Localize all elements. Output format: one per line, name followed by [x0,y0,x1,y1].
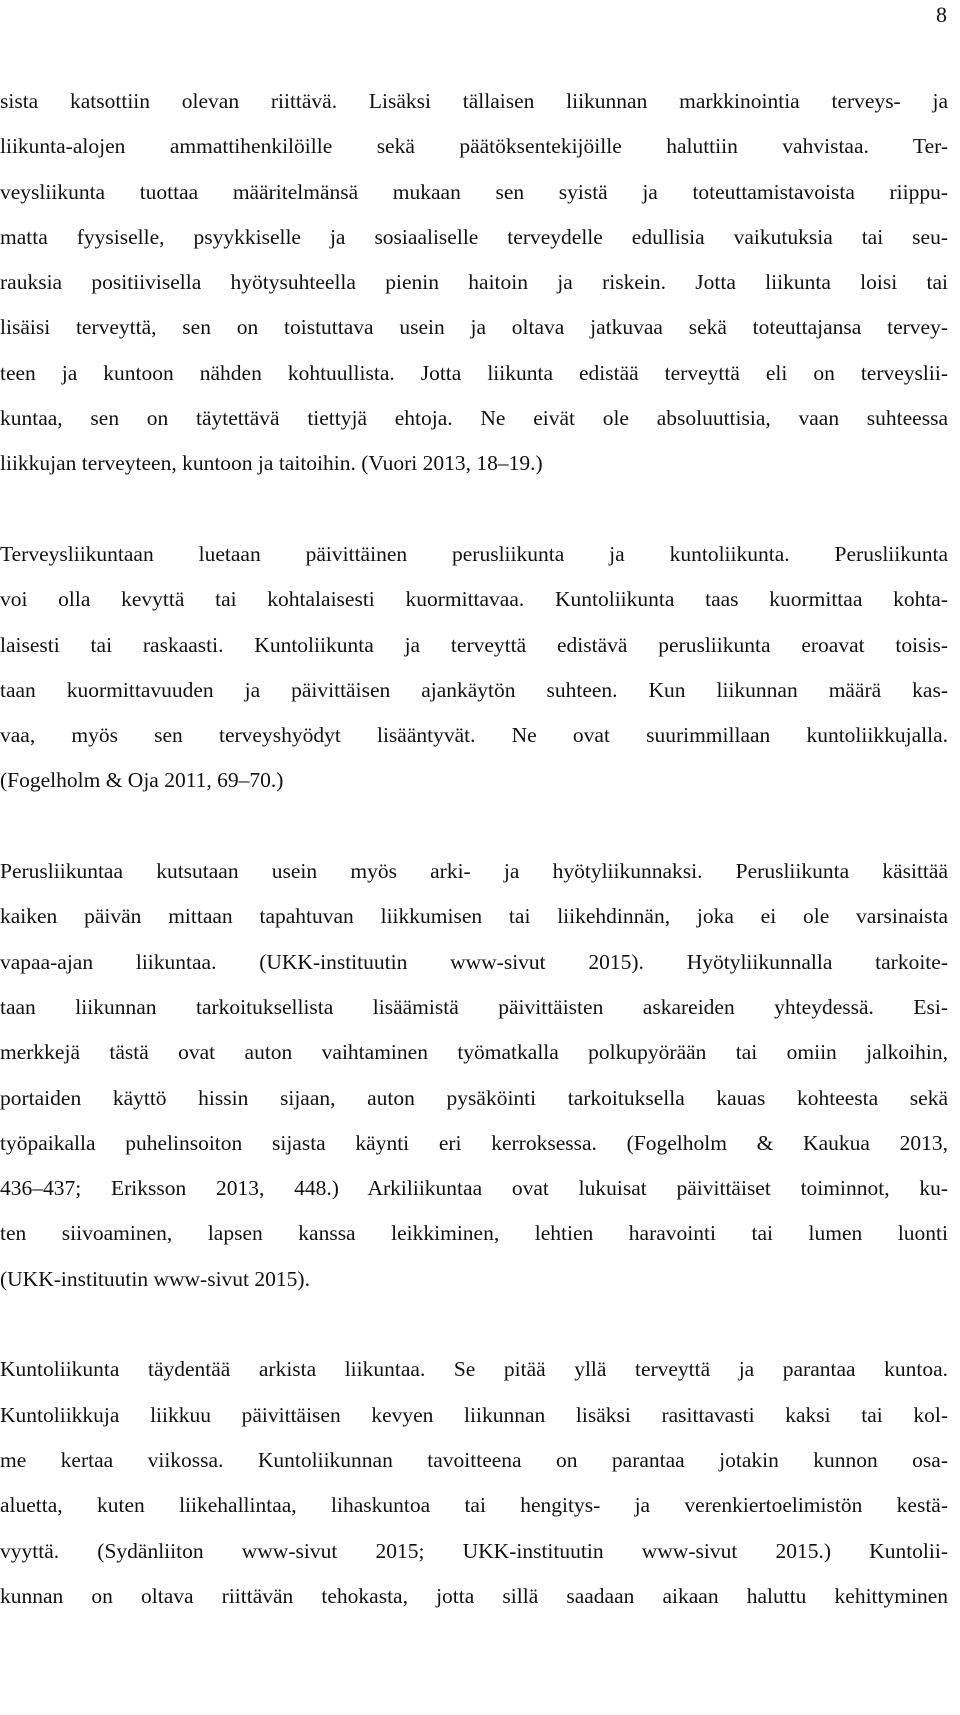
text-line: portaiden käyttö hissin sijaan, auton pysäköinti tarkoituksella kauas kohteesta sekä [0,1085,948,1110]
document-body [0,79,948,1619]
text-line: (Fogelholm & Oja 2011, 69–70.) [0,768,284,793]
text-line: vyyttä. (Sydänliiton www-sivut 2015; UKK-instituutin www-sivut 2015.) Kuntolii- [0,1538,948,1563]
text-line: voi olla kevyttä tai kohtalaisesti kuormittavaa. Kuntoliikunta taas kuormittaa kohta- [0,587,948,612]
text-line: rauksia positiivisella hyötysuhteella pienin haitoin ja riskein. Jotta liikunta loisi tai [0,270,948,295]
text-line: me kertaa viikossa. Kuntoliikunnan tavoitteena on parantaa jotakin kunnon osa- [0,1447,948,1472]
text-line: ten siivoaminen, lapsen kanssa leikkiminen, lehtien haravointi tai lumen luonti [0,1221,948,1246]
text-line: Kuntoliikkuja liikkuu päivittäisen kevyen liikunnan lisäksi rasittavasti kaksi tai kol- [0,1402,948,1427]
text-line: liikkujan terveyteen, kuntoon ja taitoihin. (Vuori 2013, 18–19.) [0,451,543,476]
text-line: aluetta, kuten liikehallintaa, lihaskuntoa tai hengitys- ja verenkiertoelimistön kestä- [0,1493,948,1518]
text-line: lisäisi terveyttä, sen on toistuttava usein ja oltava jatkuvaa sekä toteuttajansa tervey- [0,315,948,340]
text-line: Perusliikuntaa kutsutaan usein myös arki- ja hyötyliikunnaksi. Perusliikunta käsittää [0,859,948,884]
text-line: taan kuormittavuuden ja päivittäisen ajankäytön suhteen. Kun liikunnan määrä kas- [0,677,948,702]
text-line: liikunta-alojen ammattihenkilöille sekä päätöksentekijöille haluttiin vahvistaa. Ter- [0,134,948,159]
text-line: matta fyysiselle, psyykkiselle ja sosiaaliselle terveydelle edullisia vaikutuksia tai seu- [0,224,948,249]
paragraph-4 [0,1347,948,1619]
paragraph-2 [0,532,948,804]
text-line: (UKK-instituutin www-sivut 2015). [0,1266,310,1291]
text-line: vapaa-ajan liikuntaa. (UKK-instituutin www-sivut 2015). Hyötyliikunnalla tarkoite- [0,949,948,974]
text-line: teen ja kuntoon nähden kohtuullista. Jotta liikunta edistää terveyttä eli on terveyslii- [0,360,948,385]
text-line: kunnan on oltava riittävän tehokasta, jotta sillä saadaan aikaan haluttu kehittyminen [0,1583,948,1608]
text-line: laisesti tai raskaasti. Kuntoliikunta ja terveyttä edistävä perusliikunta eroavat toisis- [0,632,948,657]
text-line: vaa, myös sen terveyshyödyt lisääntyvät. Ne ovat suurimmillaan kuntoliikkujalla. [0,723,948,748]
text-line: Terveysliikuntaan luetaan päivittäinen perusliikunta ja kuntoliikunta. Perusliikunta [0,541,948,566]
text-line: kaiken päivän mittaan tapahtuvan liikkumisen tai liikehdinnän, joka ei ole varsinaista [0,904,948,929]
text-line: kuntaa, sen on täytettävä tiettyjä ehtoja. Ne eivät ole absoluuttisia, vaan suhteessa [0,406,948,431]
text-line: veysliikunta tuottaa määritelmänsä mukaan sen syistä ja toteuttamistavoista riippu- [0,179,948,204]
text-line: 436–437; Eriksson 2013, 448.) Arkiliikuntaa ovat lukuisat päivittäiset toiminnot, ku- [0,1176,948,1201]
text-line: Kuntoliikunta täydentää arkista liikuntaa. Se pitää yllä terveyttä ja parantaa kuntoa. [0,1357,948,1382]
paragraph-1 [0,79,948,487]
paragraph-3 [0,849,948,1302]
text-line: taan liikunnan tarkoituksellista lisäämistä päivittäisten askareiden yhteydessä. Esi- [0,994,948,1019]
text-line: merkkejä tästä ovat auton vaihtaminen työmatkalla polkupyörään tai omiin jalkoihin, [0,1040,948,1065]
text-line: työpaikalla puhelinsoiton sijasta käynti eri kerroksessa. (Fogelholm & Kaukua 2013, [0,1130,948,1155]
page-number: 8 [936,2,947,27]
text-line: sista katsottiin olevan riittävä. Lisäksi tällaisen liikunnan markkinointia terveys- ja [0,89,948,113]
